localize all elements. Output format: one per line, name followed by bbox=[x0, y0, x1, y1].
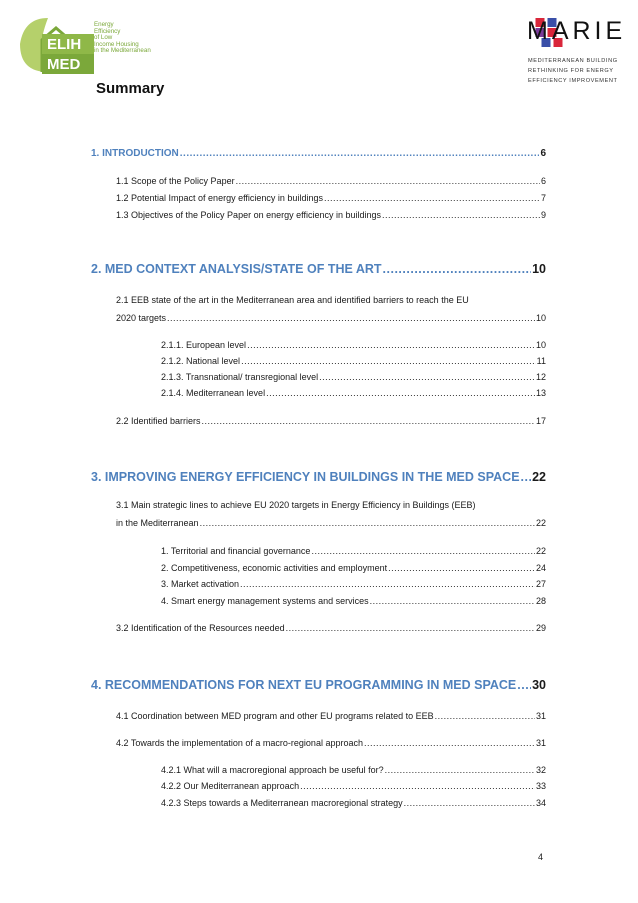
toc-entry-section-3[interactable]: 3. IMPROVING ENERGY EFFICIENCY IN BUILDINGS IN THE MED SPACE ..... 22 bbox=[91, 470, 546, 484]
toc-entry-1-2[interactable]: 1.2 Potential Impact of energy efficiency in buildings ..... 7 bbox=[116, 193, 546, 203]
page-title: Summary bbox=[96, 80, 165, 97]
toc-entry-3-1-1[interactable]: 1. Territorial and financial governance ..... 22 bbox=[161, 546, 546, 556]
elih-logo-line1: ELIH bbox=[47, 36, 82, 53]
toc-entry-section-4[interactable]: 4. RECOMMENDATIONS FOR NEXT EU PROGRAMMING IN MED SPACE ..... 30 bbox=[91, 678, 546, 692]
toc-entry-2-1[interactable]: 2020 targets ..... 10 bbox=[116, 313, 546, 323]
toc-entry-2-1-3[interactable]: 2.1.3. Transnational/ transregional level ..... 12 bbox=[161, 372, 546, 382]
toc-entry-3-1-line1[interactable]: 3.1 Main strategic lines to achieve EU 2020 targets in Energy Efficiency in Buildings (EEB) bbox=[116, 500, 476, 510]
toc-entry-3-1-3[interactable]: 3. Market activation ..... 27 bbox=[161, 579, 546, 589]
toc-entry-3-2[interactable]: 3.2 Identification of the Resources needed ..... 29 bbox=[116, 623, 546, 633]
page-number: 4 bbox=[538, 852, 544, 862]
toc-entry-3-1-2[interactable]: 2. Competitiveness, economic activities and employment ..... 24 bbox=[161, 563, 546, 573]
toc-entry-2-2[interactable]: 2.2 Identified barriers ..... 17 bbox=[116, 416, 546, 426]
toc-entry-1-3[interactable]: 1.3 Objectives of the Policy Paper on energy efficiency in buildings ..... 9 bbox=[116, 210, 546, 220]
elih-logo-line2: MED bbox=[47, 56, 81, 73]
toc-entry-1-1[interactable]: 1.1 Scope of the Policy Paper ..... 6 bbox=[116, 176, 546, 186]
marie-wordmark: MARIE bbox=[527, 17, 627, 45]
toc-entry-2-1-4[interactable]: 2.1.4. Mediterranean level ..... 13 bbox=[161, 388, 546, 398]
toc-entry-2-1-line1[interactable]: 2.1 EEB state of the art in the Mediterranean area and identified barriers to reach the EU bbox=[116, 295, 469, 305]
toc-entry-4-2-1[interactable]: 4.2.1 What will a macroregional approach be useful for? ..... 32 bbox=[161, 765, 546, 775]
toc-entry-introduction[interactable]: 1. INTRODUCTION ..... 6 bbox=[91, 148, 546, 159]
toc-entry-2-1-2[interactable]: 2.1.2. National level ..... 11 bbox=[161, 356, 546, 366]
toc-entry-4-2[interactable]: 4.2 Towards the implementation of a macro-regional approach ..... 31 bbox=[116, 738, 546, 748]
toc-entry-section-2[interactable]: 2. MED CONTEXT ANALYSIS/STATE OF THE ART ..... 10 bbox=[91, 262, 546, 276]
toc-entry-4-1[interactable]: 4.1 Coordination between MED program and other EU programs related to EEB ..... 31 bbox=[116, 711, 546, 721]
toc-entry-3-1[interactable]: in the Mediterranean ..... 22 bbox=[116, 518, 546, 528]
toc-entry-4-2-3[interactable]: 4.2.3 Steps towards a Mediterranean macroregional strategy ..... 34 bbox=[161, 798, 546, 808]
marie-subtitle: MEDITERRANEAN BUILDING RETHINKING FOR ENERGY EFFICIENCY IMPROVEMENT bbox=[528, 58, 618, 84]
toc-entry-2-1-1[interactable]: 2.1.1. European level ..... 10 bbox=[161, 340, 546, 350]
toc-entry-3-1-4[interactable]: 4. Smart energy management systems and services ..... 28 bbox=[161, 596, 546, 606]
elih-tagline: Energy Efficiency of Low Income Housing in the Mediterranean bbox=[94, 21, 151, 55]
toc-entry-4-2-2[interactable]: 4.2.2 Our Mediterranean approach ..... 33 bbox=[161, 781, 546, 791]
